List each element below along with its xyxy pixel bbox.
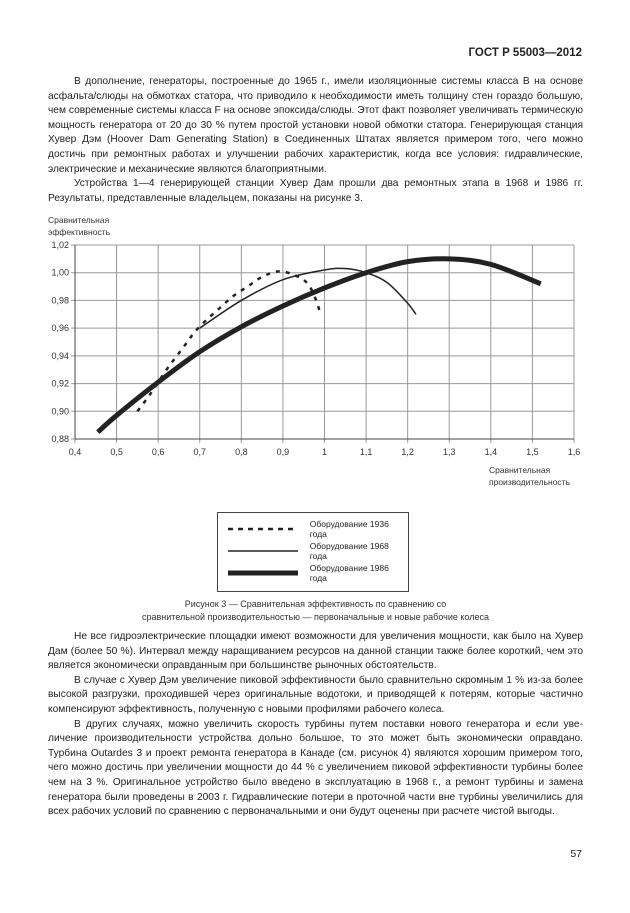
y-tick-label: 0,88 [51, 434, 69, 444]
legend-item-1936: Оборудование 1936 года [228, 523, 408, 535]
x-tick-label: 0,8 [235, 447, 248, 457]
paragraph: В дополнение, генераторы, построенные до 1965 г., имели изоляционные системы класса В на основе асфальта/слюды на обмотках статора, что приводило к необходимости иметь толщину стен гораздо большую, чем современные системы класса F на основе эпоксида/слюды. Этот факт позволяет увеличивать термическую мощность генератора от 20 до 30 % путем простой установки новой обмотки статора. Генерирующая станция Хувер Дэм (Hoover Dam Generating Station) в Соединенных Штатах является примером того, чего можно достичь при ремонтных работах и улучшении рабочих характеристик, когда все условия: гидравлические, электрические и механические являются благоприятными. [48, 76, 583, 175]
x-tick-label: 0,5 [110, 447, 123, 457]
x-tick-label: 1,3 [442, 447, 456, 457]
x-tick-label: 0,9 [276, 447, 290, 457]
paragraph: В других случаях, можно увеличить скорость турбины путем поставки нового генератора и если увеличение производительности устройства дольно большое, то это может быть экономически оправдано. Турбина Outardes 3 и проект ремонта генератора в Канаде (см. рисунок 4) являются хорошим примером того, чего можно достичь при увеличении мощности до 44 % с увеличением пиковой эффективности турбины более чем на 3 %. Оригинальное устройство было введено в эксплуатацию в 1968 г., а ремонт турбины и замена генератора были проведены в 2003 г. Гидравлические потери в проточной части вне турбины увеличились для всех рабочих условий по сравнению с первоначальными и они будут оценены при расчете чистой выгоды. [48, 718, 583, 818]
paragraph: В случае с Хувер Дэм увеличение пиковой эффективности было сравнительно скромным 1 % из-за более высокой разгрузки, проходившей через оригинальные водотоки, и приводящей к потерям, которые частично компенсируют эффективность, полученную с новыми профилями рабочего колеса. [48, 674, 583, 715]
x-tick-label: 1,2 [401, 447, 414, 457]
y-axis-label: Сравнительная эффективность [48, 215, 111, 237]
x-tick-label: 0,7 [193, 447, 207, 457]
x-tick-label: 1,6 [567, 447, 581, 457]
thick-line-swatch [228, 567, 298, 579]
thin-line-swatch [228, 545, 298, 557]
dashed-line-swatch [228, 523, 298, 535]
x-tick-label: 0,4 [68, 447, 82, 457]
paragraph: Не все гидроэлектрические площадки имеют возможности для увеличения мощности, как было на Хувер Дам (более 50 %). Интервал между наращиванием ресурсов на данной станции также более короткий, чем это является экономически оправданным при большинстве рыночных обстоятельств. [48, 631, 583, 672]
y-tick-label: 0,98 [51, 295, 69, 306]
document-id: ГОСТ Р 55003—2012 [468, 47, 582, 59]
series-line-2 [98, 259, 541, 432]
page-number: 57 [570, 848, 582, 860]
body-text [48, 630, 583, 820]
y-tick-label: 1,02 [51, 240, 69, 250]
y-tick-label: 0,90 [51, 406, 69, 417]
y-tick-label: 0,96 [51, 323, 69, 334]
chart-legend [217, 512, 409, 592]
x-axis-label: Сравнительная производительность [489, 465, 570, 487]
x-tick-label: 1,5 [526, 447, 539, 457]
figure-caption: Рисунок 3 — Сравнительная эффективность по сравнению со сравнительной производительностью — первоначальные и новые рабочие колеса [142, 599, 489, 622]
y-tick-label: 0,92 [51, 378, 69, 389]
y-tick-label: 1,00 [51, 267, 69, 278]
legend-item-1986: Оборудование 1986 года [228, 567, 408, 579]
paragraph: Устройства 1—4 генерирующей станции Хувер Дам прошли два ремонтных этапа в 1968 и 1986 гг. Результаты, представленные владельцем, показаны на рисунке 3. [48, 178, 583, 204]
x-tick-label: 1,1 [359, 447, 373, 457]
x-tick-label: 1,4 [484, 447, 498, 457]
series-line-1 [200, 268, 416, 328]
x-tick-label: 1 [321, 447, 328, 457]
x-tick-label: 0,6 [151, 447, 165, 457]
y-tick-label: 0,94 [51, 350, 69, 361]
series-line-0 [137, 271, 320, 411]
legend-item-1968: Оборудование 1968 года [228, 545, 408, 557]
